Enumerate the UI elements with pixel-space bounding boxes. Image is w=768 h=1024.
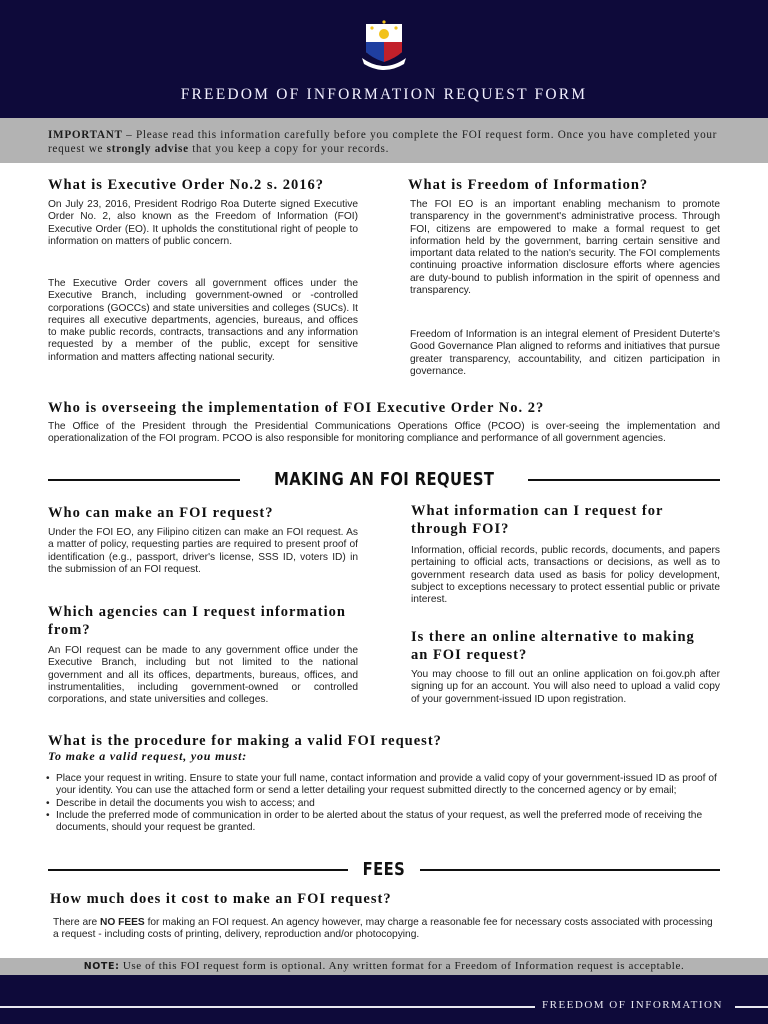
procedure-list bbox=[44, 773, 734, 834]
eo-paragraph-1: On July 23, 2016, President Rodrigo Roa Duterte signed Executive Order No. 2, also known as the Freedom of Information (FOI) Executive Order (EO). It upholds the constitutional right of people to information on matters of public concern. bbox=[48, 199, 358, 247]
fees-paragraph bbox=[53, 917, 718, 942]
important-text: – Please read this information carefully before you complete the FOI request form. Once you have completed your request we bbox=[48, 129, 718, 155]
who-paragraph: Under the FOI EO, any Filipino citizen can make an FOI request. As a matter of policy, requesting parties are required to present proof of identification (e.g., passport, driver's license, SSS ID, voters ID) in the submission of an FOI request. bbox=[48, 527, 358, 575]
oversee-heading: Who is overseeing the implementation of FOI Executive Order No. 2? bbox=[48, 400, 545, 416]
footer-divider bbox=[735, 1006, 768, 1008]
agencies-paragraph: An FOI request can be made to any government office under the Executive Branch, including but not limited to the national government and all its offices, departments, bureaus, offices, and instrumentalities, including government-owned or controlled corporations, and state universities and colleges. bbox=[48, 645, 358, 706]
foi-heading: What is Freedom of Information? bbox=[408, 177, 649, 193]
important-text-end: that you keep a copy for your records. bbox=[188, 143, 390, 155]
fees-banner bbox=[48, 859, 720, 880]
fees-title: FEES bbox=[362, 859, 406, 880]
foi-paragraph-2: Freedom of Information is an integral element of President Duterte's Good Governance Plan aligned to reforms and initiatives that pursue greater transparency, accountability, and citizen participation in governance. bbox=[410, 329, 720, 377]
list-item: • Place your request in writing. Ensure to state your full name, contact information and provide a valid copy of your government-issued ID as proof of your identity. You can use the attached form or send a letter detailing your request submitted directly to the concerned agency or by email; bbox=[44, 773, 734, 798]
important-label: IMPORTANT bbox=[48, 129, 123, 141]
foi-paragraph-1: The FOI EO is an important enabling mechanism to promote transparency in the government's administrative process. Through FOI, citizens are empowered to make a formal request to get information held by the government, barring certain sensitive and important data related to the nation's security. The FOI complements continuing proactive information disclosure efforts where agencies are duty-bound to publish information in the spirit of openness and transparency. bbox=[410, 199, 720, 297]
procedure-heading: What is the procedure for making a valid FOI request? bbox=[48, 733, 442, 749]
note-label: NOTE: bbox=[83, 961, 120, 972]
philippine-seal-logo bbox=[358, 16, 410, 72]
header-banner bbox=[0, 0, 768, 118]
what-paragraph: Information, official records, public records, documents, and papers pertaining to official acts, transactions or decisions, as well as to government research data used as basis for policy development, subject to exceptions necessary to protect essential public or private interest. bbox=[411, 545, 720, 606]
fees-text: There are bbox=[53, 917, 100, 928]
making-request-title: MAKING AN FOI REQUEST bbox=[273, 469, 495, 490]
eo-paragraph-2: The Executive Order covers all government offices under the Executive Branch, including government-owned or -controlled corporations (GOCCs) and state universities and colleges (SUCs). It requires all executive departments, agencies, bureaus, and offices to make public records, contracts, transactions and any information requested by a member of the public, except for sensitive information and matters affecting national security. bbox=[48, 278, 358, 363]
what-heading: What information can I request for through FOI? bbox=[411, 503, 664, 537]
note-bar bbox=[0, 958, 768, 975]
fees-bold: NO FEES bbox=[100, 917, 145, 928]
list-item: • Include the preferred mode of communication in order to be alerted about the status of your request, as well the preferred mode of receiving the documents, should your request be granted. bbox=[44, 810, 734, 835]
oversee-paragraph: The Office of the President through the Presidential Communications Operations Office (PCOO) is over-seeing the implementation and operationalization of the FOI program. PCOO is also responsible for monitoring compliance and performance of all government agencies. bbox=[48, 421, 720, 445]
online-heading: Is there an online alternative to making an FOI request? bbox=[411, 629, 695, 663]
agencies-heading: Which agencies can I request information from? bbox=[48, 604, 346, 638]
important-bold: strongly advise bbox=[106, 143, 189, 155]
note-text: Use of this FOI request form is optional. Any written format for a Freedom of Information request is acceptable. bbox=[119, 960, 685, 972]
footer-banner bbox=[0, 975, 768, 1024]
footer-text: FREEDOM OF INFORMATION bbox=[542, 999, 723, 1011]
form-title: FREEDOM OF INFORMATION REQUEST FORM bbox=[180, 86, 588, 103]
fees-text-end: for making an FOI request. An agency however, may charge a reasonable fee for necessary costs associated with processing a request - including costs of printing, delivery, reproduction and/or photocopying. bbox=[53, 917, 713, 941]
eo-heading: What is Executive Order No.2 s. 2016? bbox=[48, 177, 324, 193]
important-notice bbox=[0, 118, 768, 163]
list-item: • Describe in detail the documents you wish to access; and bbox=[44, 798, 734, 810]
making-request-banner bbox=[48, 469, 720, 490]
footer-divider bbox=[0, 1006, 535, 1008]
who-heading: Who can make an FOI request? bbox=[48, 505, 274, 521]
procedure-subheading: To make a valid request, you must: bbox=[48, 749, 248, 763]
fees-heading: How much does it cost to make an FOI request? bbox=[50, 891, 392, 907]
online-paragraph: You may choose to fill out an online application on foi.gov.ph after signing up for an account. You will also need to upload a valid copy of your government-issued ID upon registration. bbox=[411, 669, 720, 705]
